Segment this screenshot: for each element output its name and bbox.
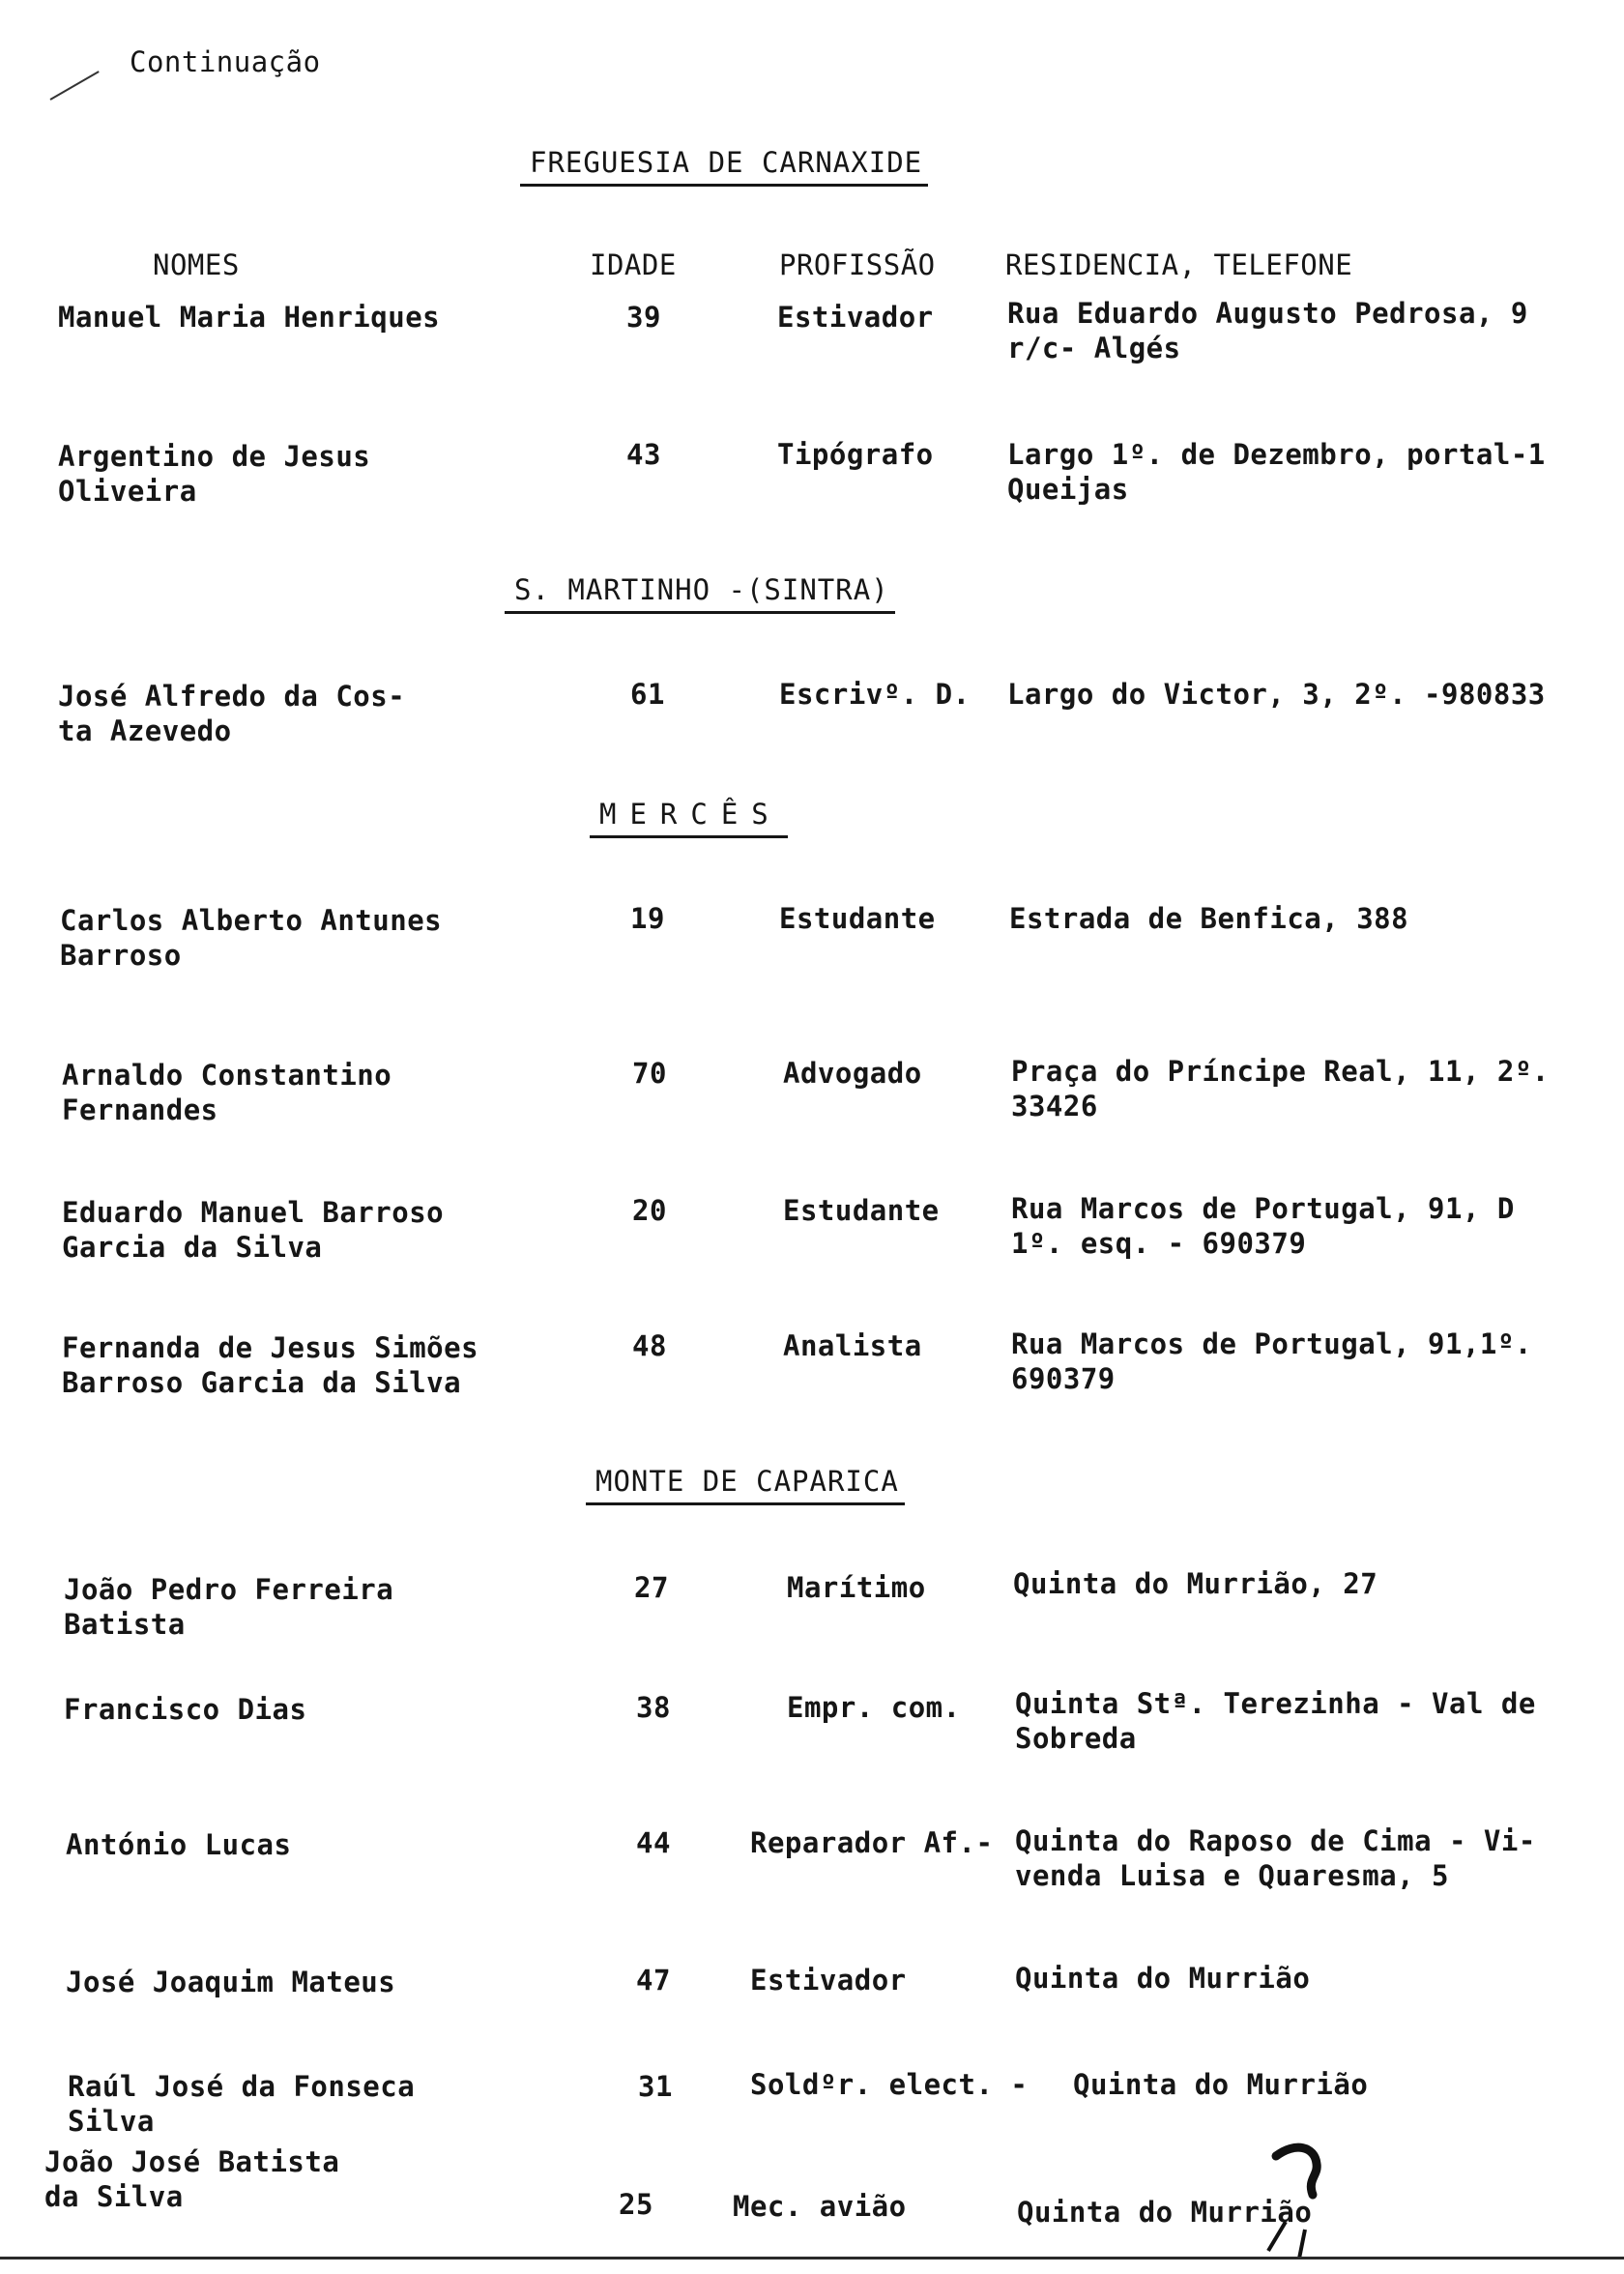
row-name: Batista: [64, 1608, 186, 1641]
row-profession: Mec. avião: [733, 2190, 907, 2223]
row-residence: Praça do Príncipe Real, 11, 2º.: [1011, 1055, 1550, 1088]
row-profession: Reparador Af.-: [750, 1826, 994, 1859]
row-profession: Advogado: [783, 1057, 922, 1090]
row-name: Carlos Alberto Antunes: [60, 904, 443, 937]
section-title-carnaxide: FREGUESIA DE CARNAXIDE: [530, 146, 923, 179]
section-title-monte-de-caparica: MONTE DE CAPARICA: [595, 1465, 899, 1498]
row-residence: 33426: [1011, 1090, 1098, 1122]
row-age: 19: [630, 902, 665, 935]
row-residence: 1º. esq. - 690379: [1011, 1227, 1307, 1260]
row-profession: Estudante: [779, 902, 936, 935]
row-residence: venda Luisa e Quaresma, 5: [1015, 1859, 1449, 1892]
row-residence: Rua Marcos de Portugal, 91,1º.: [1011, 1327, 1532, 1360]
row-age: 61: [630, 678, 665, 711]
row-residence: 690379: [1011, 1362, 1116, 1395]
row-age: 38: [636, 1691, 671, 1724]
row-residence: Quinta do Murrião, 27: [1013, 1567, 1378, 1600]
row-age: 20: [632, 1194, 667, 1227]
row-name: José Joaquim Mateus: [66, 1966, 396, 1998]
row-residence: Rua Eduardo Augusto Pedrosa, 9: [1007, 297, 1528, 330]
row-age: 27: [634, 1571, 669, 1604]
row-residence: Estrada de Benfica, 388: [1009, 902, 1409, 935]
row-age: 47: [636, 1964, 671, 1997]
row-age: 44: [636, 1826, 671, 1859]
row-name: Garcia da Silva: [62, 1231, 323, 1264]
row-name: João José Batista: [44, 2145, 340, 2178]
row-name: da Silva: [44, 2180, 184, 2213]
row-residence: Quinta Stª. Terezinha - Val de: [1015, 1687, 1536, 1720]
row-residence: Quinta do Murrião: [1073, 2068, 1369, 2101]
handwritten-mark: [1257, 2137, 1344, 2262]
row-residence: Largo 1º. de Dezembro, portal-1: [1007, 438, 1546, 471]
row-age: 70: [632, 1057, 667, 1090]
header-age: IDADE: [590, 248, 677, 281]
row-name: Silva: [68, 2105, 155, 2138]
row-residence: Queijas: [1007, 473, 1129, 506]
row-age: 39: [626, 301, 661, 334]
row-residence: Quinta do Raposo de Cima - Vi-: [1015, 1824, 1536, 1857]
row-age: 48: [632, 1329, 667, 1362]
row-name: Barroso: [60, 939, 182, 972]
row-residence: Largo do Victor, 3, 2º. -980833: [1007, 678, 1546, 711]
row-name: Manuel Maria Henriques: [58, 301, 441, 334]
row-name: Fernandes: [62, 1093, 218, 1126]
row-name: ta Azevedo: [58, 714, 232, 747]
row-age: 43: [626, 438, 661, 471]
row-age: 31: [638, 2070, 673, 2103]
row-profession: Estivador: [777, 301, 934, 334]
row-name: Argentino de Jesus: [58, 440, 371, 473]
bottom-rule: [0, 2257, 1624, 2259]
header-names: NOMES: [153, 248, 240, 281]
section-title-merces: MERCÊS: [599, 798, 782, 831]
row-name: António Lucas: [66, 1828, 292, 1861]
row-profession: Escrivº. D.: [779, 678, 971, 711]
continuation-label: Continuação: [130, 45, 321, 78]
row-residence: Sobreda: [1015, 1722, 1137, 1755]
row-residence: Rua Marcos de Portugal, 91, D: [1011, 1192, 1515, 1225]
row-name: Arnaldo Constantino: [62, 1059, 392, 1092]
header-profession: PROFISSÃO: [779, 248, 936, 281]
row-name: João Pedro Ferreira: [64, 1573, 394, 1606]
row-profession: Marítimo: [787, 1571, 926, 1604]
row-residence: Quinta do Murrião: [1017, 2196, 1313, 2229]
row-profession: Analista: [783, 1329, 922, 1362]
row-profession: Soldºr. elect. -: [750, 2068, 1029, 2101]
row-name: Barroso Garcia da Silva: [62, 1366, 462, 1399]
row-name: Francisco Dias: [64, 1693, 307, 1726]
row-profession: Empr. com.: [787, 1691, 961, 1724]
row-profession: Tipógrafo: [777, 438, 934, 471]
row-name: Fernanda de Jesus Simões: [62, 1331, 479, 1364]
row-residence: r/c- Algés: [1007, 332, 1181, 364]
pen-stroke-mark: [50, 71, 100, 101]
row-name: Oliveira: [58, 475, 197, 508]
row-residence: Quinta do Murrião: [1015, 1962, 1311, 1995]
row-name: Eduardo Manuel Barroso: [62, 1196, 445, 1229]
row-age: 25: [619, 2188, 653, 2221]
header-residence: RESIDENCIA, TELEFONE: [1005, 248, 1353, 281]
section-title-s-martinho: S. MARTINHO -(SINTRA): [514, 573, 889, 606]
row-name: José Alfredo da Cos-: [58, 680, 406, 713]
row-name: Raúl José da Fonseca: [68, 2070, 416, 2103]
row-profession: Estivador: [750, 1964, 907, 1997]
row-profession: Estudante: [783, 1194, 940, 1227]
